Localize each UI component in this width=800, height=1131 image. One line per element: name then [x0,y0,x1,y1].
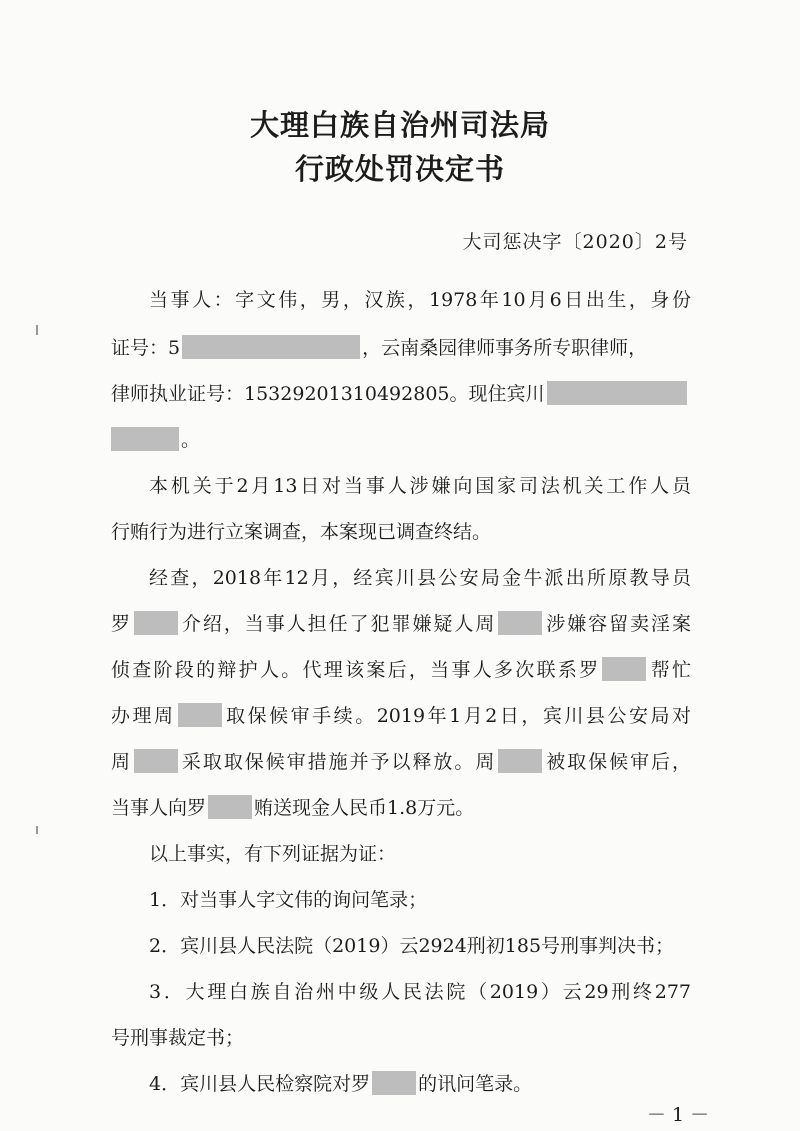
evidence-item: 2．宾川县人民法院（2019）云2924刑初185号刑事判决书； [149,935,675,957]
text-segment: 采取取保候审措施并予以释放。周 [179,751,497,773]
text-segment: ，云南桑园律师事务所专职律师， [362,337,648,359]
text-segment: 。 [181,429,201,451]
text-segment: 办理周 [111,705,176,727]
scan-artifact [36,826,38,834]
text-segment: 罗 [111,613,132,635]
text-segment: 证号：5 [111,337,181,359]
paragraph-line [111,426,691,454]
document-title-line2: 行政处罚决定书 [294,152,505,186]
paragraph-line [111,334,691,362]
redaction-block [111,427,179,451]
redaction-block [134,749,178,773]
text-segment: 被取保候审后， [544,751,691,773]
redaction-block [498,749,542,773]
paragraph-line [111,656,691,684]
paragraph-line [111,702,691,730]
redaction-block [182,335,360,359]
evidence-item: 3．大理白族自治州中级人民法院（2019）云29刑终277 [149,981,691,1003]
text-segment: 当事人向罗 [111,797,207,819]
text-segment: 律师执业证号：15329201310492805。现住宾川 [111,383,545,405]
text-segment: 侦查阶段的辩护人。代理该案后，当事人多次联系罗 [111,659,601,681]
evidence-item-continuation: 号刑事裁定书； [111,1027,245,1049]
redaction-block [547,381,687,405]
text-segment: 介绍，当事人担任了犯罪嫌疑人周 [179,613,497,635]
text-segment: 周 [111,751,132,773]
paragraph-line: 行贿行为进行立案调查，本案现已调查终结。 [111,521,492,543]
document-title-line1: 大理白族自治州司法局 [249,108,550,142]
redaction-block [134,611,178,635]
document-number: 大司惩决字〔2020〕2号 [462,231,688,253]
text-segment: 取保候审手续。2019年1月2日，宾川县公安局对 [223,705,691,727]
redaction-block [372,1071,416,1095]
redaction-block [602,657,646,681]
paragraph-line: 经查，2018年12月，经宾川县公安局金牛派出所原教导员 [149,567,691,589]
redaction-block [208,795,252,819]
text-segment: 贿送现金人民币1.8万元。 [254,797,475,819]
redaction-block [178,703,222,727]
text-segment: 帮忙 [648,659,691,681]
paragraph-line [111,794,691,822]
scan-artifact [36,325,38,335]
paragraph-line [111,380,691,408]
evidence-item: 1．对当事人字文伟的询问笔录； [149,889,428,911]
redaction-block [498,611,542,635]
paragraph-line [111,748,691,776]
text-segment: 涉嫌容留卖淫案 [544,613,691,635]
paragraph-line: 本机关于2月13日对当事人涉嫌向国家司法机关工作人员 [149,475,691,497]
paragraph-line [111,610,691,638]
text-segment: 4．宾川县人民检察院对罗 [149,1073,371,1095]
evidence-item [149,1070,691,1098]
paragraph-line: 以上事实，有下列证据为证： [149,843,397,865]
paragraph-line: 当事人：字文伟，男，汉族，1978年10月6日出生，身份 [149,289,691,311]
text-segment: 的讯问笔录。 [418,1073,533,1095]
page-number: － 1 － [647,1104,710,1126]
